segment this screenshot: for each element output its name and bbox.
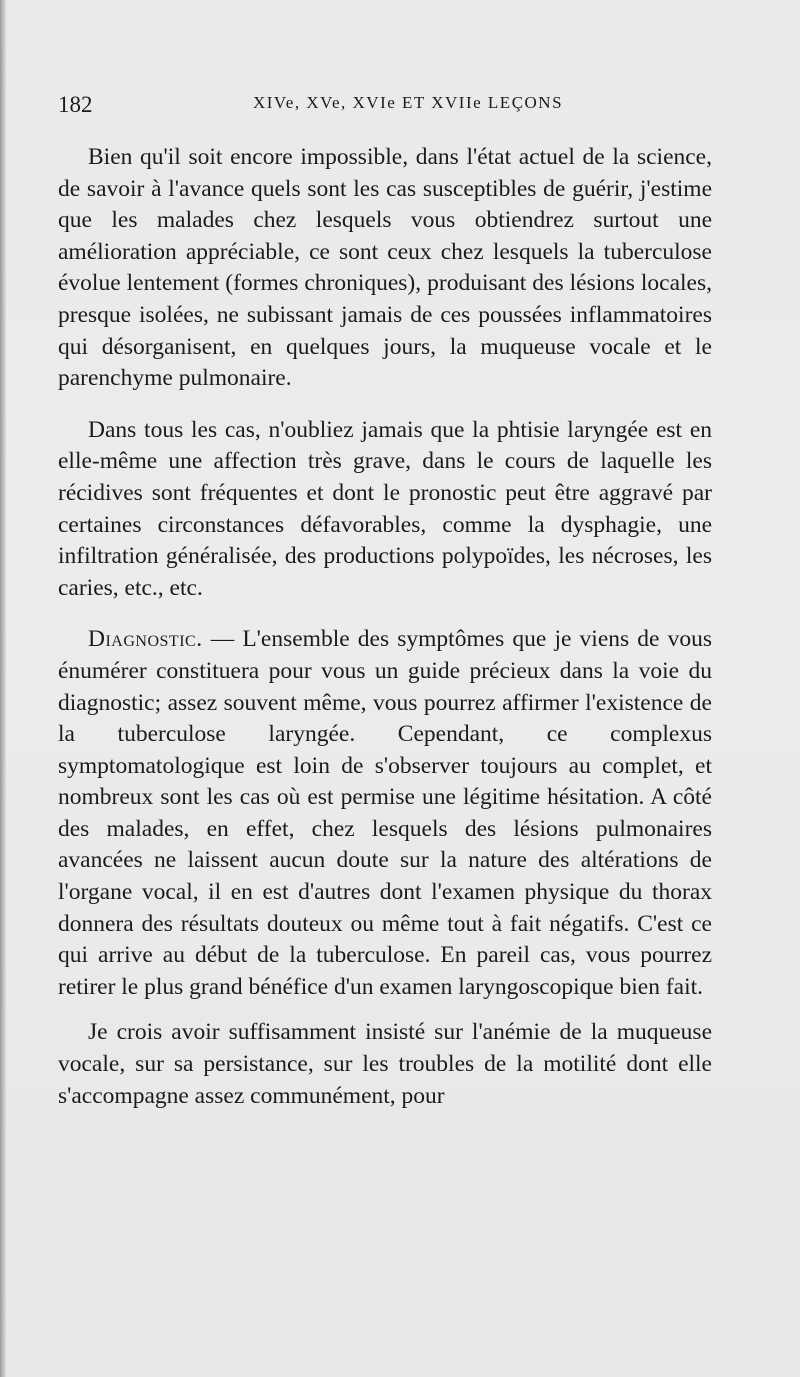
section-heading-diagnostic: Diagnostic. [88, 626, 203, 653]
paragraph-prognosis: Bien qu'il soit encore impossible, dans l'état actuel de la science, de savoir à l'avance quels sont les cas susceptibles de guérir, j'estime que les malades chez lesquels vous obtiendrez surtout une amélioration appréciable, ce sont ceux chez lesquels la tuberculose évolue lentement (formes chroniques), produisant des lésions locales, presque isolées, ne subissant jamais de ces poussées inflammatoires qui désorganisent, en quelques jours, la muqueuse vocale et le parenchyme pulmonaire. [58, 144, 712, 392]
page-edge-shadow [0, 0, 6, 1377]
paragraph-diagnosis-text: — L'ensemble des symptômes que je viens de vous énumérer constituera pour vous un guide précieux dans la voie du diagnostic; assez souvent même, vous pourrez affirmer l'existence de la tuberculose laryngée. Cependant, ce complexus symptomatologique est loin de s'observer toujours au complet, et nombreux sont les cas où est permise une légitime hésitation. A côté des malades, en effet, chez lesquels des lésions pulmonaires avancées ne laissent aucun doute sur la nature des altérations de l'organe vocal, il en est d'autres dont l'examen physique du thorax donnera des résultats douteux ou même tout à fait négatifs. C'est ce qui arrive au début de la tuberculose. En pareil cas, vous pourrez retirer le plus grand bénéfice d'un examen laryngoscopique bien fait. [58, 626, 712, 1000]
paragraph-gravity: Dans tous les cas, n'oubliez jamais que la phtisie laryngée est en elle-même une affection très grave, dans le cours de laquelle les récidives sont fréquentes et dont le pronostic peut être aggravé par certaines circonstances défavorables, comme la dysphagie, une infiltration généralisée, des productions polypoïdes, les nécroses, les caries, etc., etc. [58, 416, 712, 601]
page-body [58, 142, 712, 1112]
paragraph-anemia: Je crois avoir suffisamment insisté sur l'anémie de la muqueuse vocale, sur sa persistance, sur les troubles de la motilité dont elle s'accompagne assez communément, pour [58, 1019, 712, 1109]
running-head [58, 92, 718, 122]
chapter-header: XIVe, XVe, XVIe ET XVIIe LEÇONS [252, 93, 564, 112]
paragraph-diagnosis [58, 624, 712, 1003]
page-number: 182 [58, 92, 93, 117]
